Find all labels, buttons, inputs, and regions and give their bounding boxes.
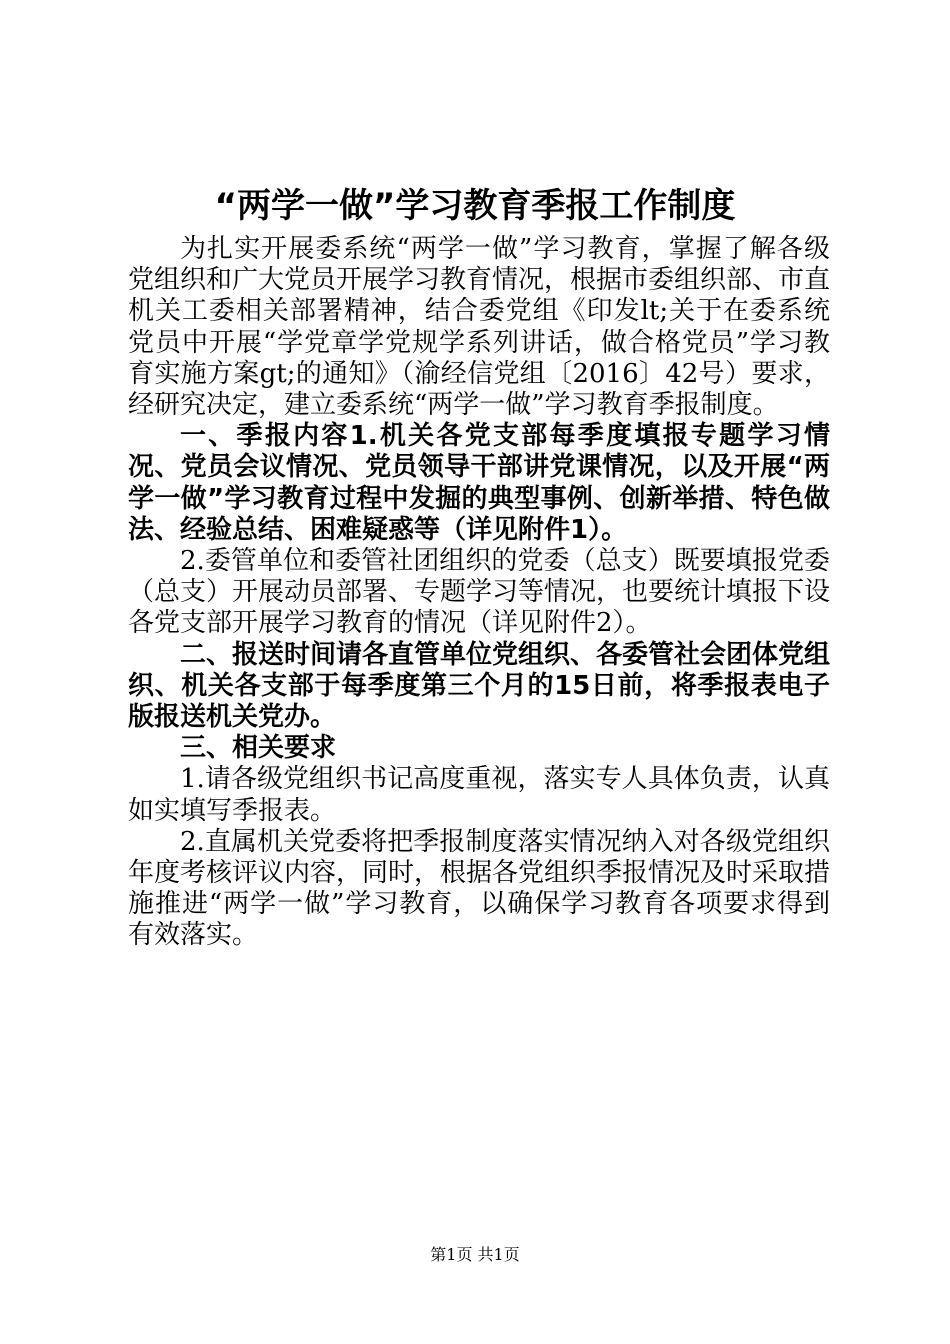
- intro-paragraph: 为扎实开展委系统“两学一做”学习教育，掌握了解各级党组织和广大党员开展学习教育情况，根据市委组织部、市直机关工委相关部署精神，结合委党组《印发lt;关于在委系统党员中开展“学党章学党规学系列讲话，做合格党员”学习教育实施方案gt;的通知》（渝经信党组〔2016〕42号）要求，经研究决定，建立委系统“两学一做”学习教育季报制度。: [128, 234, 831, 421]
- section-2-submission-paragraph: 二、报送时间请各直管单位党组织、各委管社会团体党组织、机关各支部于每季度第三个月的15日前，将季报表电子版报送机关党办。: [128, 639, 831, 733]
- page-number-footer: 第1页 共1页: [430, 1245, 520, 1264]
- section-3-item-2-paragraph: 2.直属机关党委将把季报制度落实情况纳入对各级党组织年度考核评议内容，同时，根据各党组织季报情况及时采取措施推进“两学一做”学习教育，以确保学习教育各项要求得到有效落实。: [128, 826, 831, 951]
- section-3-heading: 三、相关要求: [180, 733, 337, 764]
- section-3-item-1-paragraph: 1.请各级党组织书记高度重视，落实专人具体负责，认真如实填写季报表。: [128, 764, 830, 826]
- section-1-item-2-paragraph: 2.委管单位和委管社团组织的党委（总支）既要填报党委（总支）开展动员部署、专题学习等情况，也要统计填报下设各党支部开展学习教育的情况（详见附件2）。: [128, 546, 831, 639]
- section-1-content-paragraph: 一、季报内容1.机关各党支部每季度填报专题学习情况、党员会议情况、党员领导干部讲党课情况，以及开展“两学一做”学习教育过程中发掘的典型事例、创新举措、特色做法、经验总结、困难疑惑等（详见附件1）。: [128, 421, 830, 545]
- document-body: [128, 234, 830, 952]
- document-title: “两学一做”学习教育季报工作制度: [214, 186, 736, 226]
